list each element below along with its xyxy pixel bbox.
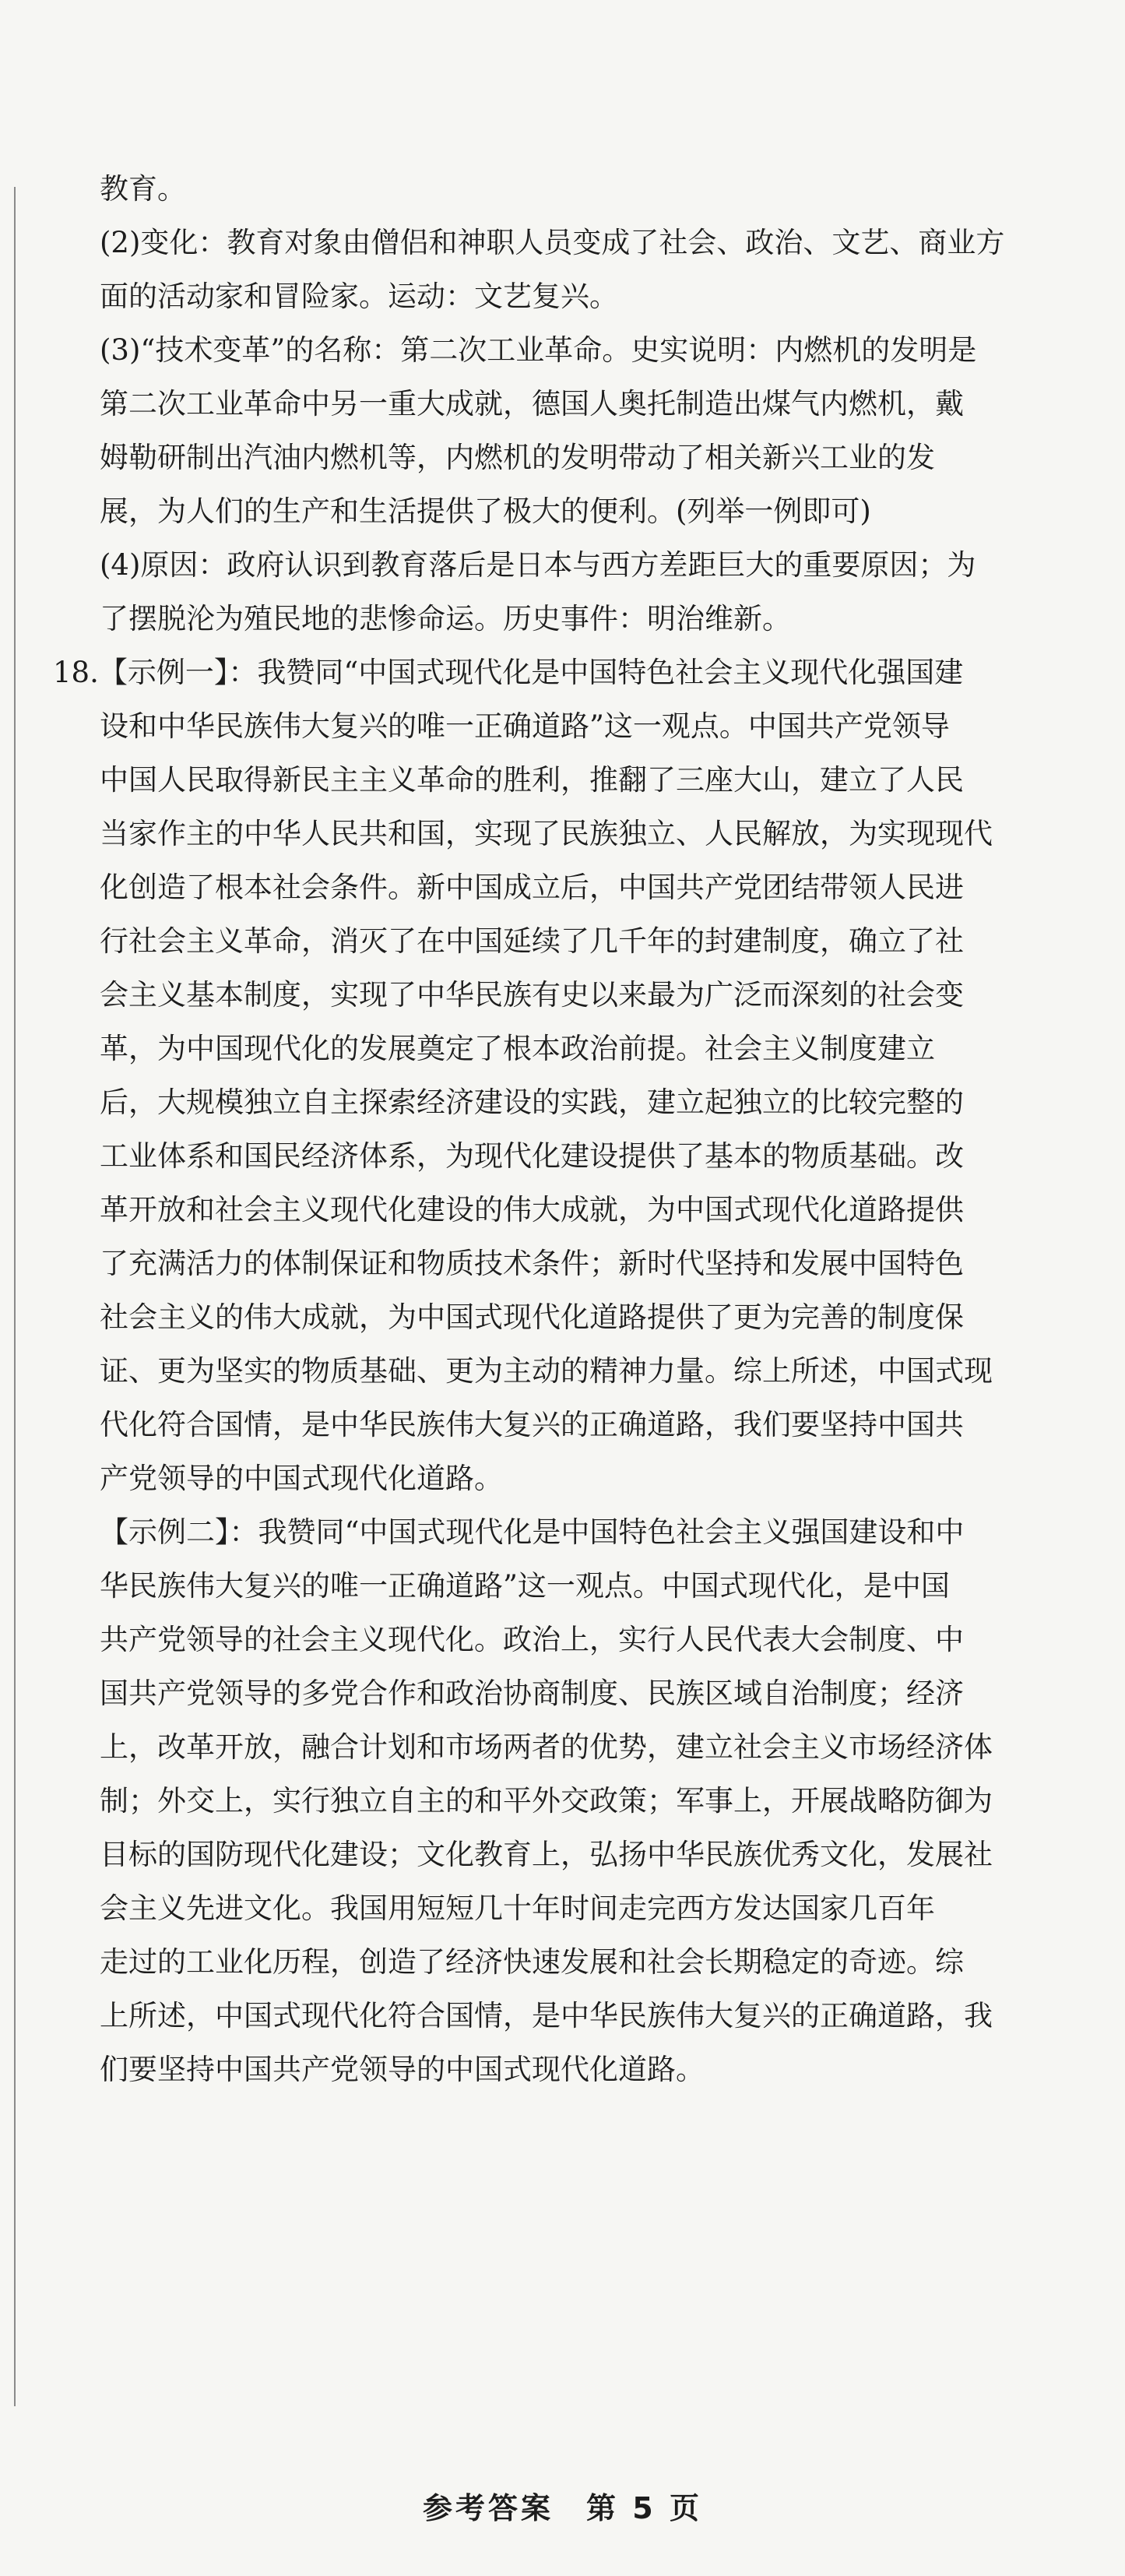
text-line: 证、更为坚实的物质基础、更为主动的精神力量。综上所述，中国式现 [100, 1354, 993, 1388]
text-line: 设和中华民族伟大复兴的唯一正确道路”这一观点。中国共产党领导 [100, 709, 950, 743]
text-line: 会主义基本制度，实现了中华民族有史以来最为广泛而深刻的社会变 [100, 978, 964, 1012]
text-line: 教育。 [100, 172, 186, 206]
text-line: 了充满活力的体制保证和物质技术条件；新时代坚持和发展中国特色 [100, 1247, 964, 1280]
answer-text [53, 162, 1065, 2096]
text-line: 第二次工业革命中另一重大成就，德国人奥托制造出煤气内燃机，戴 [100, 387, 964, 421]
text-line: 面的活动家和冒险家。运动：文艺复兴。 [100, 280, 618, 313]
text-line: 后，大规模独立自主探索经济建设的实践，建立起独立的比较完整的 [100, 1086, 964, 1119]
text-line: 国共产党领导的多党合作和政治协商制度、民族区域自治制度；经济 [100, 1677, 964, 1710]
text-line: 展，为人们的生产和生活提供了极大的便利。(列举一例即可) [100, 494, 871, 528]
text-line: 华民族伟大复兴的唯一正确道路”这一观点。中国式现代化，是中国 [100, 1569, 950, 1603]
text-line: 目标的国防现代化建设；文化教育上，弘扬中华民族优秀文化，发展社 [100, 1838, 993, 1871]
text-line: (4)原因：政府认识到教育落后是日本与西方差距巨大的重要原因；为 [100, 548, 976, 582]
text-line: 当家作主的中华人民共和国，实现了民族独立、人民解放，为实现现代 [100, 817, 993, 850]
text-line: 共产党领导的社会主义现代化。政治上，实行人民代表大会制度、中 [100, 1623, 964, 1656]
text-line: 革，为中国现代化的发展奠定了根本政治前提。社会主义制度建立 [100, 1032, 935, 1065]
text-line: 姆勒研制出汽油内燃机等，内燃机的发明带动了相关新兴工业的发 [100, 441, 935, 474]
text-line: 社会主义的伟大成就，为中国式现代化道路提供了更为完善的制度保 [100, 1300, 964, 1334]
page-footer: 参考答案 第 5 页 [423, 2491, 702, 2525]
text-line: 代化符合国情，是中华民族伟大复兴的正确道路，我们要坚持中国共 [100, 1408, 964, 1441]
page-edge-line [14, 187, 16, 2406]
text-line: 化创造了根本社会条件。新中国成立后，中国共产党团结带领人民进 [100, 871, 964, 904]
text-line: 【示例二】：我赞同“中国式现代化是中国特色社会主义强国建设和中 [100, 1515, 965, 1549]
text-line: (3)“技术变革”的名称：第二次工业革命。史实说明：内燃机的发明是 [100, 333, 977, 367]
text-line: 产党领导的中国式现代化道路。 [100, 1462, 503, 1495]
text-line: 行社会主义革命，消灭了在中国延续了几千年的封建制度，确立了社 [100, 924, 964, 958]
text-line: 工业体系和国民经济体系，为现代化建设提供了基本的物质基础。改 [100, 1139, 964, 1173]
text-line: 走过的工业化历程，创造了经济快速发展和社会长期稳定的奇迹。综 [100, 1945, 964, 1979]
text-line: 会主义先进文化。我国用短短几十年时间走完西方发达国家几百年 [100, 1892, 935, 1925]
text-line: (2)变化：教育对象由僧侣和神职人员变成了社会、政治、文艺、商业方 [100, 226, 1005, 259]
text-line: 制；外交上，实行独立自主的和平外交政策；军事上，开展战略防御为 [100, 1784, 993, 1818]
text-line: 革开放和社会主义现代化建设的伟大成就，为中国式现代化道路提供 [100, 1193, 964, 1226]
text-line: 18.【示例一】：我赞同“中国式现代化是中国特色社会主义现代化强国建 [53, 656, 964, 689]
text-line: 上所述，中国式现代化符合国情，是中华民族伟大复兴的正确道路，我 [100, 1999, 993, 2032]
text-line: 们要坚持中国共产党领导的中国式现代化道路。 [100, 2053, 705, 2086]
text-line: 了摆脱沦为殖民地的悲惨命运。历史事件：明治维新。 [100, 602, 791, 635]
text-line: 上，改革开放，融合计划和市场两者的优势，建立社会主义市场经济体 [100, 1730, 993, 1764]
text-line: 中国人民取得新民主主义革命的胜利，推翻了三座大山，建立了人民 [100, 763, 964, 797]
